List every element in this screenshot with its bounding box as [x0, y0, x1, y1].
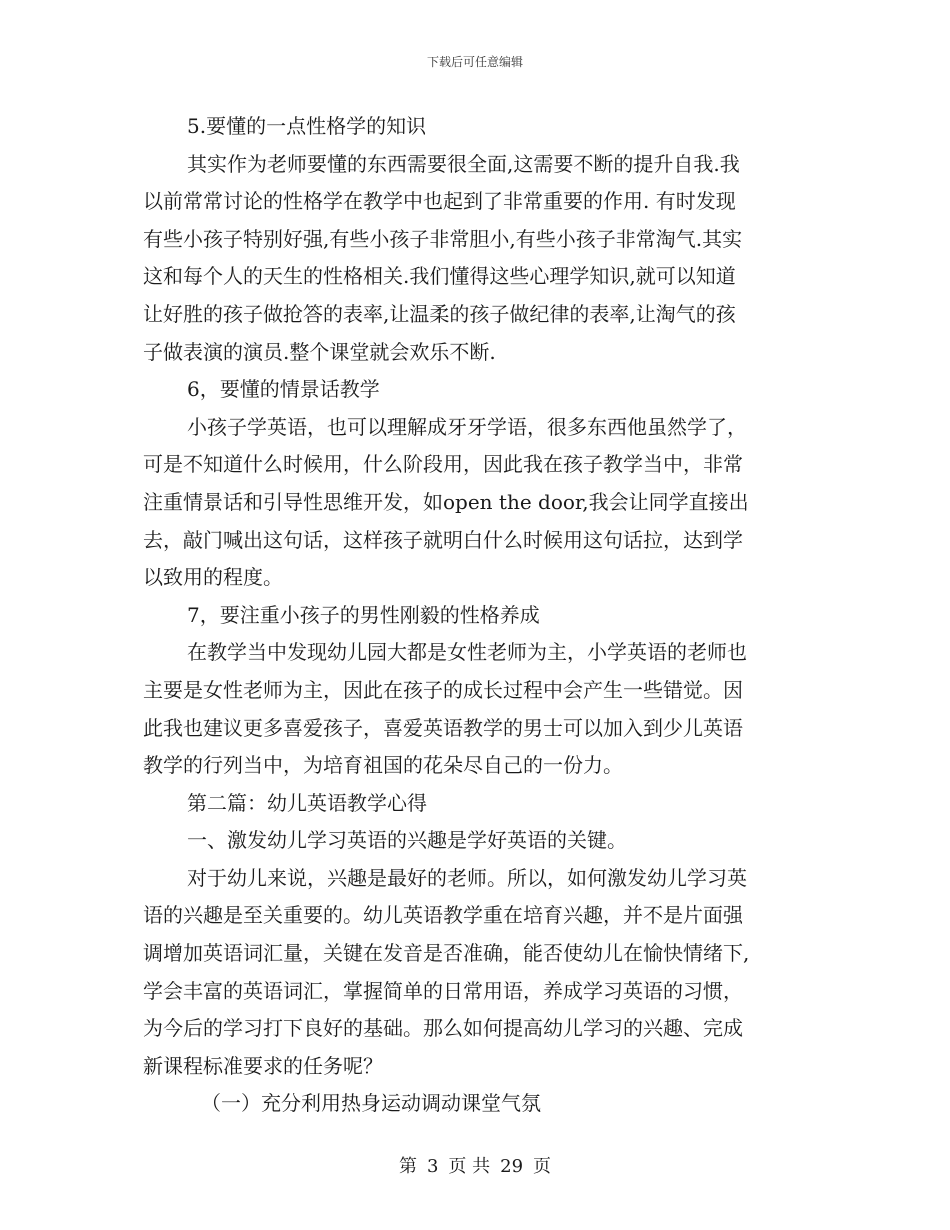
- paragraph-line: 以前常常讨论的性格学在教学中也起到了非常重要的作用. 有时发现: [143, 189, 736, 214]
- total-pages: 29: [500, 1156, 524, 1177]
- paragraph-line: 小孩子学英语，也可以理解成牙牙学语，很多东西他虽然学了，: [187, 414, 747, 439]
- paragraph-line: 注重情景话和引导性思维开发，如open the door,我会让同学直接出: [143, 489, 749, 514]
- page-number: 3: [426, 1156, 439, 1177]
- paragraph-line: 以致用的程度。: [143, 565, 283, 590]
- paragraph-line: 去，敲门喊出这句话，这样孩子就明白什么时候用这句话拉，达到学: [143, 527, 743, 552]
- chapter-heading: 第二篇：幼儿英语教学心得: [187, 790, 427, 815]
- paragraph-line: 有些小孩子特别好强,有些小孩子非常胆小,有些小孩子非常淘气.其实: [143, 226, 743, 251]
- page-header: 下载后可任意编辑: [426, 55, 523, 69]
- section-heading: 5.要懂的一点性格学的知识: [187, 114, 427, 138]
- paragraph-line: 其实作为老师要懂的东西需要很全面,这需要不断的提升自我.我: [187, 151, 740, 176]
- paragraph-line: 对于幼儿来说，兴趣是最好的老师。所以，如何激发幼儿学习英: [187, 865, 747, 890]
- paragraph-line: 让好胜的孩子做抢答的表率,让温柔的孩子做纪律的表率,让淘气的孩: [143, 301, 736, 326]
- document-body: [143, 108, 803, 1123]
- section-heading: 7，要注重小孩子的男性刚毅的性格养成: [187, 602, 540, 627]
- section-heading: 一、激发幼儿学习英语的兴趣是学好英语的关键。: [187, 828, 627, 853]
- paragraph-line: 新课程标准要求的任务呢？: [143, 1053, 383, 1078]
- paragraph-line: 此我也建议更多喜爱孩子，喜爱英语教学的男士可以加入到少儿英语: [143, 715, 743, 740]
- paragraph-line: 可是不知道什么时候用，什么阶段用，因此我在孩子教学当中，非常: [143, 452, 743, 477]
- paragraph-line: 学会丰富的英语词汇，掌握简单的日常用语，养成学习英语的习惯，: [143, 978, 743, 1003]
- paragraph-line: 主要是女性老师为主，因此在孩子的成长过程中会产生一些错觉。因: [143, 677, 743, 702]
- paragraph-line: 教学的行列当中，为培育祖国的花朵尽自己的一份力。: [143, 753, 623, 778]
- paragraph-line: 在教学当中发现幼儿园大都是女性老师为主，小学英语的老师也: [187, 640, 747, 665]
- section-heading: 6，要懂的情景话教学: [187, 377, 380, 402]
- page-footer: [0, 1152, 950, 1178]
- subsection-heading: （一）充分利用热身运动调动课堂气氛: [201, 1091, 541, 1116]
- paragraph-line: 调增加英语词汇量，关键在发音是否准确，能否使幼儿在愉快情绪下,: [143, 941, 750, 966]
- footer-suffix: 页: [533, 1156, 552, 1177]
- paragraph-line: 为今后的学习打下良好的基础。那么如何提高幼儿学习的兴趣、完成: [143, 1016, 743, 1041]
- paragraph-line: 这和每个人的天生的性格相关.我们懂得这些心理学知识,就可以知道: [143, 264, 736, 289]
- paragraph-line: 语的兴趣是至关重要的。幼儿英语教学重在培育兴趣，并不是片面强: [143, 903, 743, 928]
- paragraph-line: 子做表演的演员.整个课堂就会欢乐不断.: [143, 339, 496, 364]
- footer-prefix: 第: [398, 1156, 417, 1177]
- footer-mid: 页 共: [448, 1156, 491, 1177]
